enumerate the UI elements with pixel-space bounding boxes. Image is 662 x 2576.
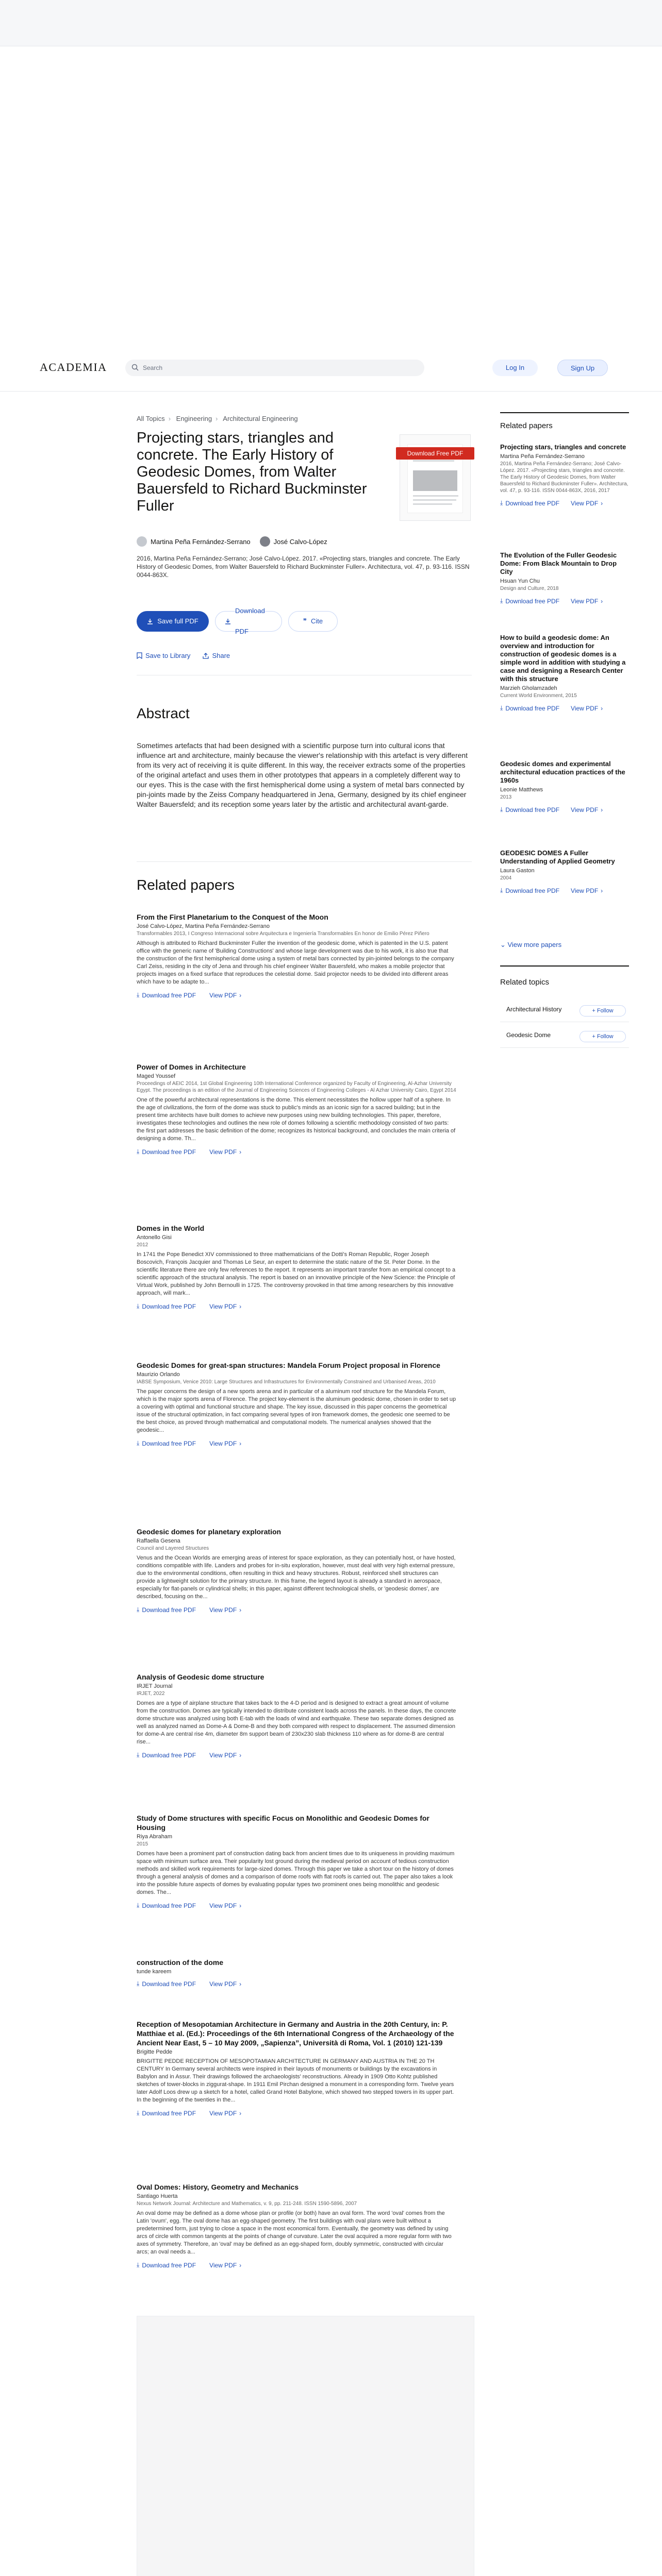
view-pdf-link[interactable] <box>209 1439 241 1447</box>
related-paper-authors: Santiago Huerta <box>137 2193 178 2199</box>
quote-icon: ❞ <box>303 617 307 625</box>
download-free-pdf-link[interactable] <box>500 597 559 605</box>
related-paper-item <box>137 1958 456 1988</box>
related-paper-abstract: Domes have been a prominent part of construction dating back from ancient times due to its uniqueness in providing maximum space with minimum surface area. Their popularity lost ground during the medieval period on account of tedious construction methods and skilled work requirements for large-sized domes. Through this paper we take a short tour on the history of domes through a general analysis of domes and a comparison of dome roofs with flat roofs is carried out. The paper also takes a look into the possible future aspects of domes by evaluating popular types two prominent ones being monolithic and geodesic domes. The... <box>137 1851 455 1895</box>
share-button[interactable] <box>203 652 230 659</box>
follow-button[interactable] <box>580 1031 626 1042</box>
sidebar-paper-venue: 2016, Martina Peña Fernández-Serrano; José Calvo-López. 2017. «Projecting stars, triangles and concrete. The Early History of Geodesic Domes, from Walter Bauersfeld to Richard Buckminster Fuller». Architectura, vol. 47, p. 93-116. ISSN 0044-863X, 2016, 2017 <box>500 461 628 494</box>
view-pdf-link[interactable] <box>209 1980 241 1988</box>
view-label: View PDF <box>209 1439 237 1447</box>
related-paper-item <box>137 912 456 999</box>
chevron-right-icon: › <box>601 704 603 712</box>
related-paper-venue: Transformables 2013, I Congreso Internacional sobre Arquitectura e Ingeniería Transformables En honor de Emilio Pérez Piñero <box>137 931 429 937</box>
view-pdf-link[interactable] <box>209 991 241 999</box>
related-paper-venue: 2015 <box>137 1841 148 1847</box>
related-paper-abstract: An oval dome may be defined as a dome whose plan or profile (or both) have an oval form. The word 'oval' comes from the Latin 'ovum', egg. The oval dome has an egg-shaped geometry. The first buildings with oval plans were built without a predetermined form, just trying to close a space in the most economical form. Eventually, the geometry was defined by using arcs of circle with common tangents at the points of change of curvature. Later the oval acquired a more regular form with two axes of symmetry. Therefore, an 'oval' may be defined as an egg-shaped form, doubly symmetric, constructed with circular arcs; an oval needs a... <box>137 2210 452 2255</box>
related-paper-title[interactable]: Geodesic domes for planetary exploration <box>137 1528 282 1536</box>
related-paper-venue: 2012 <box>137 1242 148 1248</box>
download-free-pdf-link[interactable] <box>137 1902 196 1909</box>
sidebar-paper-authors: Marzieh Gholamzadeh <box>500 685 557 691</box>
sidebar-paper-item <box>500 443 629 507</box>
download-icon: ⤓ <box>137 1606 140 1613</box>
related-paper-item <box>137 2020 456 2117</box>
bookmark-icon <box>137 652 142 659</box>
plus-icon: + <box>592 1033 595 1040</box>
download-icon: ⤓ <box>137 1148 140 1155</box>
sidebar-paper-title[interactable]: Projecting stars, triangles and concrete <box>500 443 626 451</box>
related-paper-abstract: Although is attributed to Richard Buckminster Fuller the invention of the geodesic dome, which is patented in the U.S. patent office with the generic name of 'Building Constructions' and whose large development was due to his work, it is also true that the construction of the first hemispherical dome using a system of metal bars connected by pin-jointed belongs to the company Carl Zeiss, residing in the city of Jena and through his chief engineer Walter Bauersfeld, who makes a mobile projector that projects images on a fixed surface that reproduces the celestial dome. Said projector needs to be divided into different areas which have to be adapte to... <box>137 940 454 985</box>
related-paper-title[interactable]: Study of Dome structures with specific Focus on Monolithic and Geodesic Domes for Housing <box>137 1814 429 1832</box>
view-label: View PDF <box>209 1902 237 1909</box>
sidebar-paper-item <box>500 760 629 814</box>
related-topics-heading <box>500 978 629 987</box>
topic-item[interactable] <box>500 1025 629 1048</box>
search-placeholder: Search <box>143 364 163 371</box>
share-label: Share <box>212 652 230 659</box>
avatar <box>260 536 270 547</box>
download-icon: ⤓ <box>137 2261 140 2268</box>
related-paper-title[interactable]: Oval Domes: History, Geometry and Mechanics <box>137 2183 299 2191</box>
download-icon: ⤓ <box>500 806 503 813</box>
download-icon: ⤓ <box>137 991 140 998</box>
sidebar-paper-authors: Laura Gaston <box>500 868 535 874</box>
view-pdf-link[interactable] <box>209 2109 241 2117</box>
download-label: Download free PDF <box>505 704 560 712</box>
chevron-right-icon: › <box>239 2261 242 2269</box>
sidebar-paper-venue: 2013 <box>500 794 512 800</box>
view-pdf-link[interactable] <box>209 1302 241 1310</box>
related-paper-item <box>137 1814 456 1909</box>
download-label: Download free PDF <box>505 887 560 894</box>
download-label: Download free PDF <box>142 1148 196 1156</box>
download-icon: ⤓ <box>500 499 503 506</box>
download-label: Download free PDF <box>505 499 560 507</box>
sidebar-heading: Related topics <box>500 978 550 987</box>
paper-title: Projecting stars, triangles and concrete. The Early History of Geodesic Domes, from Walter Bauersfeld to Richard Buckminster Fuller <box>137 430 367 514</box>
chevron-right-icon: › <box>239 1980 242 1988</box>
related-paper-title[interactable]: Power of Domes in Architecture <box>137 1063 246 1071</box>
sidebar-paper-item <box>500 551 629 605</box>
related-paper-authors: Riya Abraham <box>137 1834 173 1840</box>
view-label: View PDF <box>571 887 599 894</box>
sidebar-paper-title[interactable]: The Evolution of the Fuller Geodesic Dome: From Black Mountain to Drop City <box>500 551 617 575</box>
view-pdf-link[interactable] <box>571 499 603 507</box>
related-paper-venue: IRJET, 2022 <box>137 1691 165 1697</box>
related-paper-venue: IABSE Symposium, Venice 2010: Large Structures and Infrastructures for Environmentally Constrained and Urbanised Areas, 2010 <box>137 1379 436 1385</box>
download-pdf-button[interactable] <box>215 607 282 635</box>
sidebar-paper-venue: 2004 <box>500 875 512 881</box>
download-icon: ⤓ <box>137 1902 140 1909</box>
signup-button[interactable]: Sign Up <box>557 360 608 376</box>
login-button[interactable]: Log In <box>492 360 538 376</box>
view-pdf-link[interactable] <box>209 1606 241 1614</box>
chevron-right-icon: › <box>216 415 218 422</box>
download-free-pdf-link[interactable] <box>137 1980 196 1988</box>
sidebar-paper-authors: Martina Peña Fernández-Serrano <box>500 453 585 460</box>
view-label: View PDF <box>209 1751 237 1759</box>
view-label: View PDF <box>209 2261 237 2269</box>
download-free-pdf-link[interactable] <box>137 1751 196 1759</box>
sidebar-paper-title[interactable]: GEODESIC DOMES A Fuller Understanding of Applied Geometry <box>500 849 615 865</box>
sidebar-paper-venue: Current World Environment, 2015 <box>500 693 577 699</box>
chevron-right-icon: › <box>239 2109 242 2117</box>
abstract-text: Sometimes artefacts that had been designed with a scientific purpose turn into cultural icons that influence art and architecture, mainly because the viewer's relationship with this artefact is very different from its very act of receiving it is quite different. In this way, the receiver extracts some of the properties of the original artefact and uses them in other prototypes that appears in a completely different way to our eyes. This is the case with the first hemispherical dome using a system of metal bars connected by pin-joints made by the Zeiss Company headquartered in Jena, Germany, designed by its chief engineer Walter Bauersfeld; and its reception some years later by the artistic and architectural avant-garde. <box>137 741 468 808</box>
download-label: Download free PDF <box>142 1439 196 1447</box>
author-list <box>137 536 327 547</box>
breadcrumb-all-topics[interactable]: All Topics <box>137 415 165 422</box>
view-pdf-link[interactable] <box>209 1902 241 1909</box>
chevron-right-icon: › <box>601 806 603 814</box>
ad-placeholder <box>137 2316 474 2576</box>
related-papers-heading: Related papers <box>137 877 235 893</box>
sidebar-paper-title[interactable]: Geodesic domes and experimental architectural education practices of the 1960s <box>500 760 625 784</box>
related-paper-item <box>137 1527 456 1614</box>
download-free-pdf-tag[interactable]: Download Free PDF <box>396 447 474 460</box>
chevron-right-icon: › <box>239 991 242 999</box>
download-free-pdf-link[interactable] <box>137 2261 196 2269</box>
author-item[interactable] <box>260 536 327 547</box>
download-free-pdf-link[interactable] <box>500 806 559 814</box>
download-free-pdf-link[interactable] <box>137 2109 196 2117</box>
chevron-right-icon: › <box>239 1302 242 1310</box>
view-label: View PDF <box>571 499 599 507</box>
download-icon: ⤓ <box>500 597 503 604</box>
related-paper-authors: Brigitte Pedde <box>137 2049 173 2055</box>
related-paper-venue: Council and Layered Structures <box>137 1546 209 1551</box>
download-free-pdf-link[interactable] <box>137 1606 196 1614</box>
sidebar-paper-item <box>500 849 629 894</box>
view-label: View PDF <box>209 991 237 999</box>
view-label: View PDF <box>209 1302 237 1310</box>
view-label: View PDF <box>209 2109 237 2117</box>
download-free-pdf-link[interactable] <box>137 1148 196 1156</box>
chevron-right-icon: › <box>239 1439 242 1447</box>
chevron-right-icon: › <box>601 597 603 605</box>
download-icon: ⤓ <box>137 1439 140 1447</box>
download-label: Download free PDF <box>142 1980 196 1988</box>
chevron-right-icon: › <box>601 887 603 894</box>
download-free-pdf-link[interactable] <box>137 1302 196 1310</box>
download-label: Download free PDF <box>142 1751 196 1759</box>
topic-label: Geodesic Dome <box>506 1031 551 1039</box>
related-paper-title[interactable]: Domes in the World <box>137 1224 205 1232</box>
view-more-label: View more papers <box>507 941 562 948</box>
share-icon <box>203 653 209 659</box>
view-label: View PDF <box>209 1148 237 1156</box>
download-icon <box>225 618 231 624</box>
divider <box>137 861 472 862</box>
related-paper-title[interactable]: Analysis of Geodesic dome structure <box>137 1673 264 1681</box>
top-banner-area <box>0 0 662 46</box>
chevron-right-icon: › <box>168 415 171 422</box>
download-icon: ⤓ <box>137 1980 140 1987</box>
plus-icon: + <box>592 1008 595 1014</box>
related-paper-title[interactable]: From the First Planetarium to the Conquest of the Moon <box>137 913 328 921</box>
sidebar-paper-title[interactable]: How to build a geodesic dome: An overview and introduction for construction of geodesic domes is a simple word in addition with studying a case and designing a Research Center with this structure <box>500 634 626 683</box>
related-paper-abstract: BRIGITTE PEDDE RECEPTION OF MESOPOTAMIAN ARCHITECTURE IN GERMANY AND AUSTRIA IN THE 20 TH CENTURY In Germany several architects were inspired in their layouts of monuments or buildings by the excavations in Babylon and in Assur. Their drawings followed the archaeologists' reconstructions. Already in 1909 Otto Kohtz published sketches of tower-blocks in ziggurat-shape. In 1911 Emil Pirchan designed a monument in a corresponding form. Twelve years later Adolf Loos drew up a sketch for a hotel, called Grand Hotel Babylone, which showed two stepped towers in its upper part. In the beginning of the twenties in the... <box>137 2058 454 2103</box>
chevron-right-icon: › <box>239 1148 242 1156</box>
related-paper-item <box>137 2182 456 2269</box>
breadcrumb-architectural-engineering[interactable]: Architectural Engineering <box>223 415 298 422</box>
follow-button[interactable] <box>580 1005 626 1016</box>
save-to-library-label: Save to Library <box>145 652 191 659</box>
view-pdf-link[interactable] <box>571 597 603 605</box>
download-icon: ⤓ <box>500 887 503 894</box>
view-pdf-link[interactable] <box>209 1751 241 1759</box>
download-icon: ⤓ <box>137 1751 140 1758</box>
related-paper-title[interactable]: construction of the dome <box>137 1958 223 1967</box>
search-input[interactable] <box>125 360 424 376</box>
view-pdf-link[interactable] <box>209 1148 241 1156</box>
related-paper-abstract: In 1741 the Pope Benedict XIV commissioned to three mathematicians of the Dotti's Roman Republic, Roger Joseph Boscovich, François Jacquier and Thomas Le Seur, an expert to determine the static nature of the St. Peter Dome. In the scientific literature there are only few references to the report. It represents an important transfer from an empirical concept to a scientific approach of the structural analysis. The report is based on an innovative principle of the New Science: the Principle of Virtual Work, published by John Bernoulli in 1725. The controversy provoked in that time among researchers by this innovative approach, will mark... <box>137 1251 456 1296</box>
view-label: View PDF <box>571 704 599 712</box>
chevron-right-icon: › <box>239 1902 242 1909</box>
download-label: Download free PDF <box>142 2109 196 2117</box>
related-paper-item <box>137 1672 456 1759</box>
related-paper-authors: Raffaella Gesena <box>137 1538 180 1544</box>
academia-logo[interactable]: ACADEMIA <box>40 361 107 374</box>
related-paper-authors: Maged Youssef <box>137 1073 176 1079</box>
view-pdf-link[interactable] <box>571 806 603 814</box>
chevron-right-icon: › <box>239 1751 242 1759</box>
save-to-library-button[interactable] <box>137 652 190 659</box>
related-paper-item <box>137 1224 456 1310</box>
related-paper-item <box>137 1361 456 1447</box>
abstract-heading: Abstract <box>137 705 190 721</box>
related-paper-title[interactable]: Reception of Mesopotamian Architecture in Germany and Austria in the 20th Century, in: P. Matthiae et al. (Ed.): Proceedings of the 6th International Congress of the Archaeology of the Ancient Near East, 5 – 10 May 2009, „Sapienza”, Università di Roma, Vol. 1 (2010) 121-139 <box>137 2020 454 2047</box>
download-free-pdf-link[interactable] <box>500 887 559 894</box>
sidebar-divider <box>500 412 629 413</box>
paper-citation: 2016, Martina Peña Fernández-Serrano; José Calvo-López. 2017. «Projecting stars, triangles and concrete. The Early History of Geodesic Domes, from Walter Bauersfeld to Richard Buckminster Fuller». Architectura, vol. 47, p. 93-116. ISSN 0044-863X. <box>137 555 470 579</box>
download-free-pdf-link[interactable] <box>137 1439 196 1447</box>
download-label: Download free PDF <box>142 1302 196 1310</box>
save-full-pdf-label: Save full PDF <box>157 617 198 625</box>
download-pdf-label: Download PDF <box>235 607 265 635</box>
author-item[interactable] <box>137 536 251 547</box>
sidebar-paper-authors: Leonie Matthews <box>500 787 543 793</box>
chevron-right-icon: › <box>239 1606 242 1614</box>
view-pdf-link[interactable] <box>209 2261 241 2269</box>
topic-item[interactable] <box>500 999 629 1022</box>
download-label: Download free PDF <box>142 991 196 999</box>
view-label: View PDF <box>209 1606 237 1614</box>
view-label: View PDF <box>209 1980 237 1988</box>
follow-label: Follow <box>597 1008 614 1014</box>
view-pdf-link[interactable] <box>571 704 603 712</box>
related-paper-abstract: Venus and the Ocean Worlds are emerging areas of interest for space exploration, as they can potentially host, or have hosted, conditions compatible with life. Landers and probes for in-situ exploration, however, must deal with very high external pressure, due to the environmental conditions, often resulting in thick and heavy structures. Robust, reinforced shell structures can provide a lightweight solution for the primary structure. In this frame, the legend layout is already a standard in aerospace, especially for flat-panels or cylindrical shells; in this paper, against different technological shells, or 'geodesic domes', are described, focusing on the... <box>137 1555 456 1600</box>
related-paper-venue: Proceedings of AEIC 2014, 1st Global Engineering 10th International Conference organized by Faculty of Engineering, Al-Azhar University Egypt. The proceedings is an edition of the Journal of Engineering Sciences of Engineering Colleges - Al Azhar University Cairo, Egypt 2014 <box>137 1081 456 1093</box>
download-icon: ⤓ <box>137 1302 140 1310</box>
secondary-actions <box>137 652 230 659</box>
related-paper-item <box>137 1062 456 1156</box>
download-label: Download free PDF <box>142 1902 196 1909</box>
download-free-pdf-link[interactable] <box>500 499 559 507</box>
related-paper-abstract: Domes are a type of airplane structure that takes back to the 4-D period and is designed to extract a great amount of volume from the construction. Domes are typically intended to distribute consistent loads across the panels. In these days, the concrete dome structure was analyzed using both E-tab with the loads of wind and earthquake. These two separate domes designed as well as analyzed named as Dome-A & Dome-B and they both compared with respect to displacement. The assumed dimension for dome-A are central rise 4m, diameter 8m support beam of 230x230 slab thickness 110 where as for dome-B are central rise... <box>137 1700 456 1745</box>
view-more-papers-link[interactable] <box>500 941 561 949</box>
cite-label: Cite <box>310 617 323 625</box>
download-free-pdf-link[interactable] <box>137 991 196 999</box>
related-paper-authors: IRJET Journal <box>137 1683 173 1689</box>
sidebar-paper-authors: Hsuan Yun Chu <box>500 578 540 584</box>
download-label: Download free PDF <box>505 597 560 605</box>
chevron-right-icon: › <box>601 499 603 507</box>
site-header <box>0 344 662 392</box>
related-paper-authors: tunde kareem <box>137 1969 172 1975</box>
cite-button[interactable] <box>288 611 338 632</box>
sidebar-paper-venue: Design and Culture, 2018 <box>500 586 559 591</box>
download-icon: ⤓ <box>137 2109 140 2116</box>
sidebar-paper-item <box>500 634 629 712</box>
download-icon: ⤓ <box>500 704 503 711</box>
download-label: Download free PDF <box>505 806 560 814</box>
view-label: View PDF <box>571 597 599 605</box>
related-paper-abstract: The paper concerns the design of a new sports arena and in particular of a aluminum roof structure for the Mandela Forum, which is the major sports arena of Florence. The project key-element is the aluminum geodesic dome, chosen in order to set up a covering with optimal and functional structure and shape. The key issue, discussed in this paper concerns the geometrical issue of the structural optimization, in fact comparing several types of iron framework domes, the geodesic one seemed to be the best choice, as proved through mathematical and computational models. The numerical analyses showed that the geodesic... <box>137 1388 456 1433</box>
save-full-pdf-button[interactable] <box>137 611 209 632</box>
related-paper-authors: Antonello Gisi <box>137 1234 172 1241</box>
download-label: Download free PDF <box>142 2261 196 2269</box>
download-free-pdf-link[interactable] <box>500 704 559 712</box>
view-pdf-link[interactable] <box>571 887 603 894</box>
paper-actions <box>137 607 338 635</box>
related-paper-abstract: One of the powerful architectural representations is the dome. This element necessitates the hollow upper half of a sphere. In the age of civilizations, the form of the dome was stuck to public's minds as an iconic sign for a sacred building; but in the present time architects have built domes to achieve new purposes using new building technologies. This paper, therefore, investigates these technologies and outlines the new role of domes following a scientific methodology consisted of two parts: the first part addresses the basic definition of the dome; recognizes its historical background, and concludes the main criteria of designing a dome. Th... <box>137 1097 456 1142</box>
related-paper-authors: Maurizio Orlando <box>137 1371 180 1378</box>
pdf-figure-image <box>413 470 457 491</box>
download-label: Download free PDF <box>142 1606 196 1614</box>
download-icon <box>147 618 153 624</box>
chevron-down-icon: ⌄ <box>500 941 506 948</box>
author-name: Martina Peña Fernández-Serrano <box>151 537 251 546</box>
related-paper-title[interactable]: Geodesic Domes for great-span structures: Mandela Forum Project proposal in Florence <box>137 1361 440 1369</box>
sidebar-divider <box>500 965 629 967</box>
avatar <box>137 536 147 547</box>
related-paper-venue: Nexus Network Journal: Architecture and Mathematics, v. 9, pp. 211-248. ISSN 1590-5896, 2007 <box>137 2201 357 2207</box>
sidebar-related-heading <box>500 421 629 430</box>
view-label: View PDF <box>571 806 599 814</box>
topic-label: Architectural History <box>506 1006 562 1013</box>
breadcrumb <box>137 415 302 422</box>
author-name: José Calvo-López <box>273 537 327 546</box>
related-paper-authors: José Calvo-López, Martina Peña Fernández-Serrano <box>137 923 270 929</box>
sidebar-heading: Related papers <box>500 421 553 430</box>
search-icon <box>131 364 139 371</box>
breadcrumb-engineering[interactable]: Engineering <box>176 415 212 422</box>
follow-label: Follow <box>597 1033 614 1040</box>
